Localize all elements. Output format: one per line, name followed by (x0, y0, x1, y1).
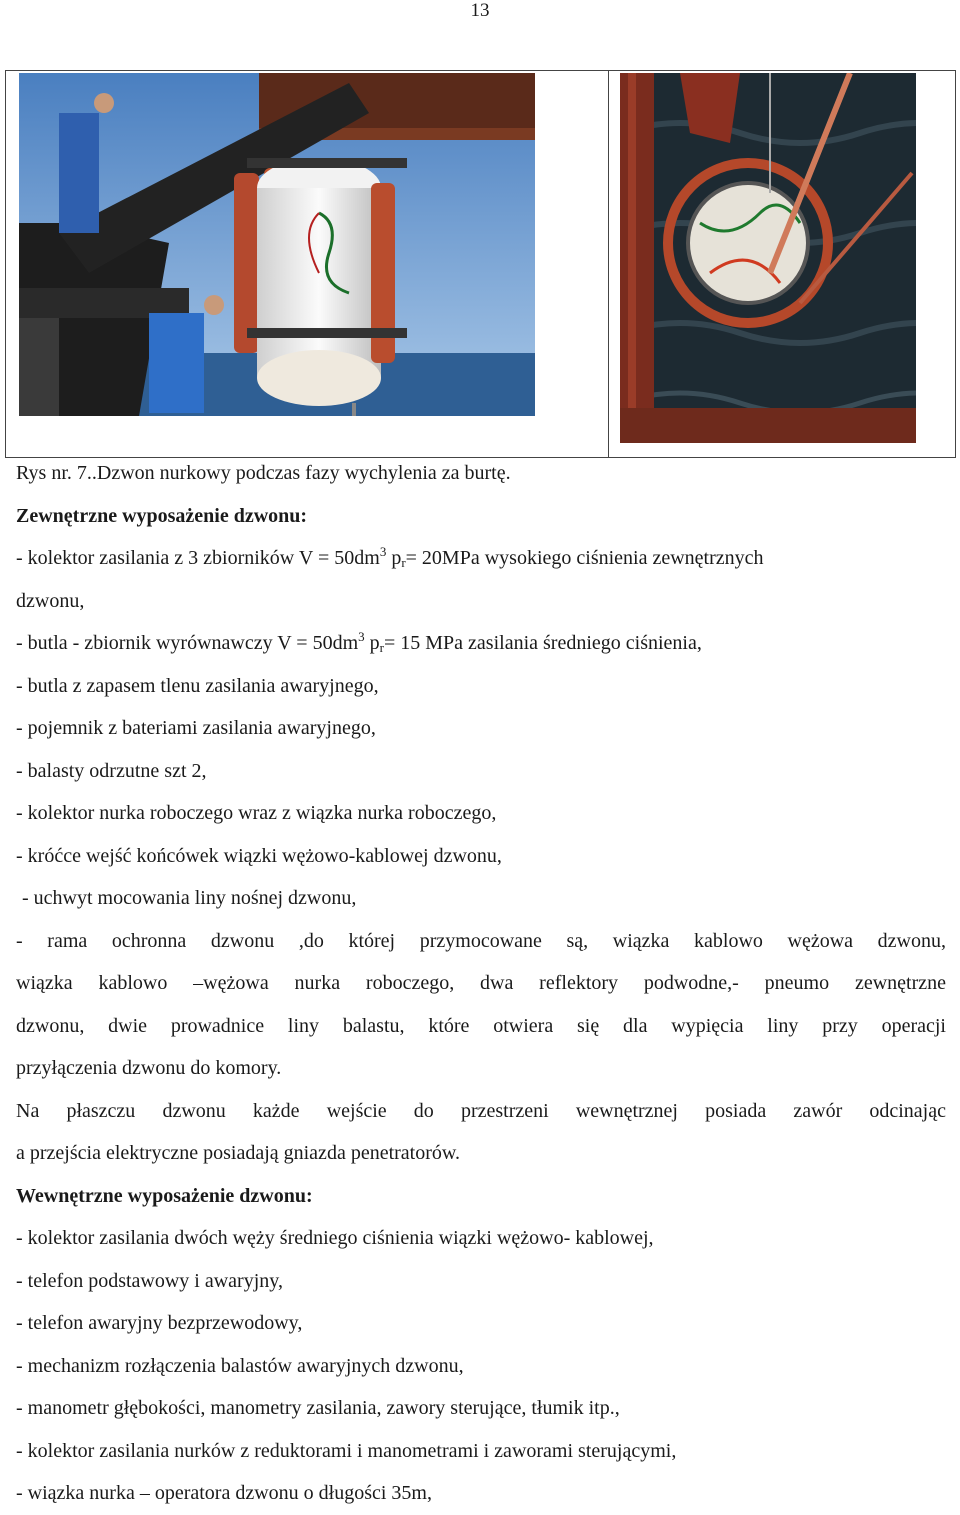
external-item: - króćce wejść końcówek wiązki wężowo-kablowej dzwonu, (16, 844, 502, 867)
frame-paragraph-line: - rama ochronna dzwonu ,do której przymocowane są, wiązka kablowo wężowa dzwonu, (16, 929, 946, 952)
figure-divider (608, 71, 609, 457)
internal-item: - telefon awaryjny bezprzewodowy, (16, 1312, 303, 1334)
external-item-supply-manifold: - kolektor zasilania z 3 zbiorników $V = 50dm^3$ $p_r= 20MPa$ wysokiego ciśnienia zewnętrznych (16, 544, 764, 570)
external-item: - pojemnik z bateriami zasilania awaryjnego, (16, 717, 376, 739)
internal-item: - wiązka nurka – operatora dzwonu o długości 35m, (16, 1482, 432, 1504)
shell-paragraph-line: a przejścia elektryczne posiadają gniazda penetratorów. (16, 1142, 461, 1164)
figure-table (5, 70, 956, 458)
external-item: - uchwyt mocowania liny nośnej dzwonu, (22, 887, 357, 909)
external-item-supply-manifold-cont: dzwonu, (16, 589, 85, 612)
shell-paragraph-line: Na płaszczu dzwonu każde wejście do przestrzeni wewnętrznej posiada zawór odcinając (16, 1099, 946, 1122)
frame-paragraph-line: przyłączenia dzwonu do komory. (16, 1057, 282, 1079)
internal-item: - kolektor zasilania nurków z reduktorami i manometrami i zaworami sterującymi, (16, 1439, 677, 1462)
figure-caption: Rys nr. 7..Dzwon nurkowy podczas fazy wychylenia za burtę. (16, 462, 511, 484)
frame-paragraph-line: wiązka kablowo –wężowa nurka roboczego, dwa reflektory podwodne,- pneumo zewnętrzne (16, 972, 946, 994)
page-number: 13 (470, 0, 490, 21)
internal-item: - telefon podstawowy i awaryjny, (16, 1269, 283, 1292)
frame-paragraph-line: dzwonu, dwie prowadnice liny balastu, które otwiera się dla wypięcia liny przy operacji (16, 1014, 946, 1037)
internal-equipment-heading: Wewnętrzne wyposażenie dzwonu: (16, 1184, 313, 1207)
internal-item: - mechanizm rozłączenia balastów awaryjnych dzwonu, (16, 1354, 464, 1377)
internal-item: - kolektor zasilania dwóch węży średniego ciśnienia wiązki wężowo- kablowej, (16, 1227, 654, 1249)
photo-bell-on-crane (19, 73, 535, 416)
external-item: - kolektor nurka roboczego wraz z wiązka nurka roboczego, (16, 802, 497, 824)
photo-bell-from-above (620, 73, 916, 443)
document-body (16, 452, 946, 1515)
external-item: - butla z zapasem tlenu zasilania awaryjnego, (16, 674, 379, 697)
internal-item: - manometr głębokości, manometry zasilania, zawory sterujące, tłumik itp., (16, 1397, 620, 1419)
external-equipment-heading: Zewnętrzne wyposażenie dzwonu: (16, 504, 308, 527)
external-item: - balasty odrzutne szt 2, (16, 759, 207, 782)
external-item-equalizing-tank: - butla - zbiornik wyrównawczy $V = 50dm^3$ $p_r= 15$ MPa zasilania średniego ciśnienia, (16, 629, 702, 655)
